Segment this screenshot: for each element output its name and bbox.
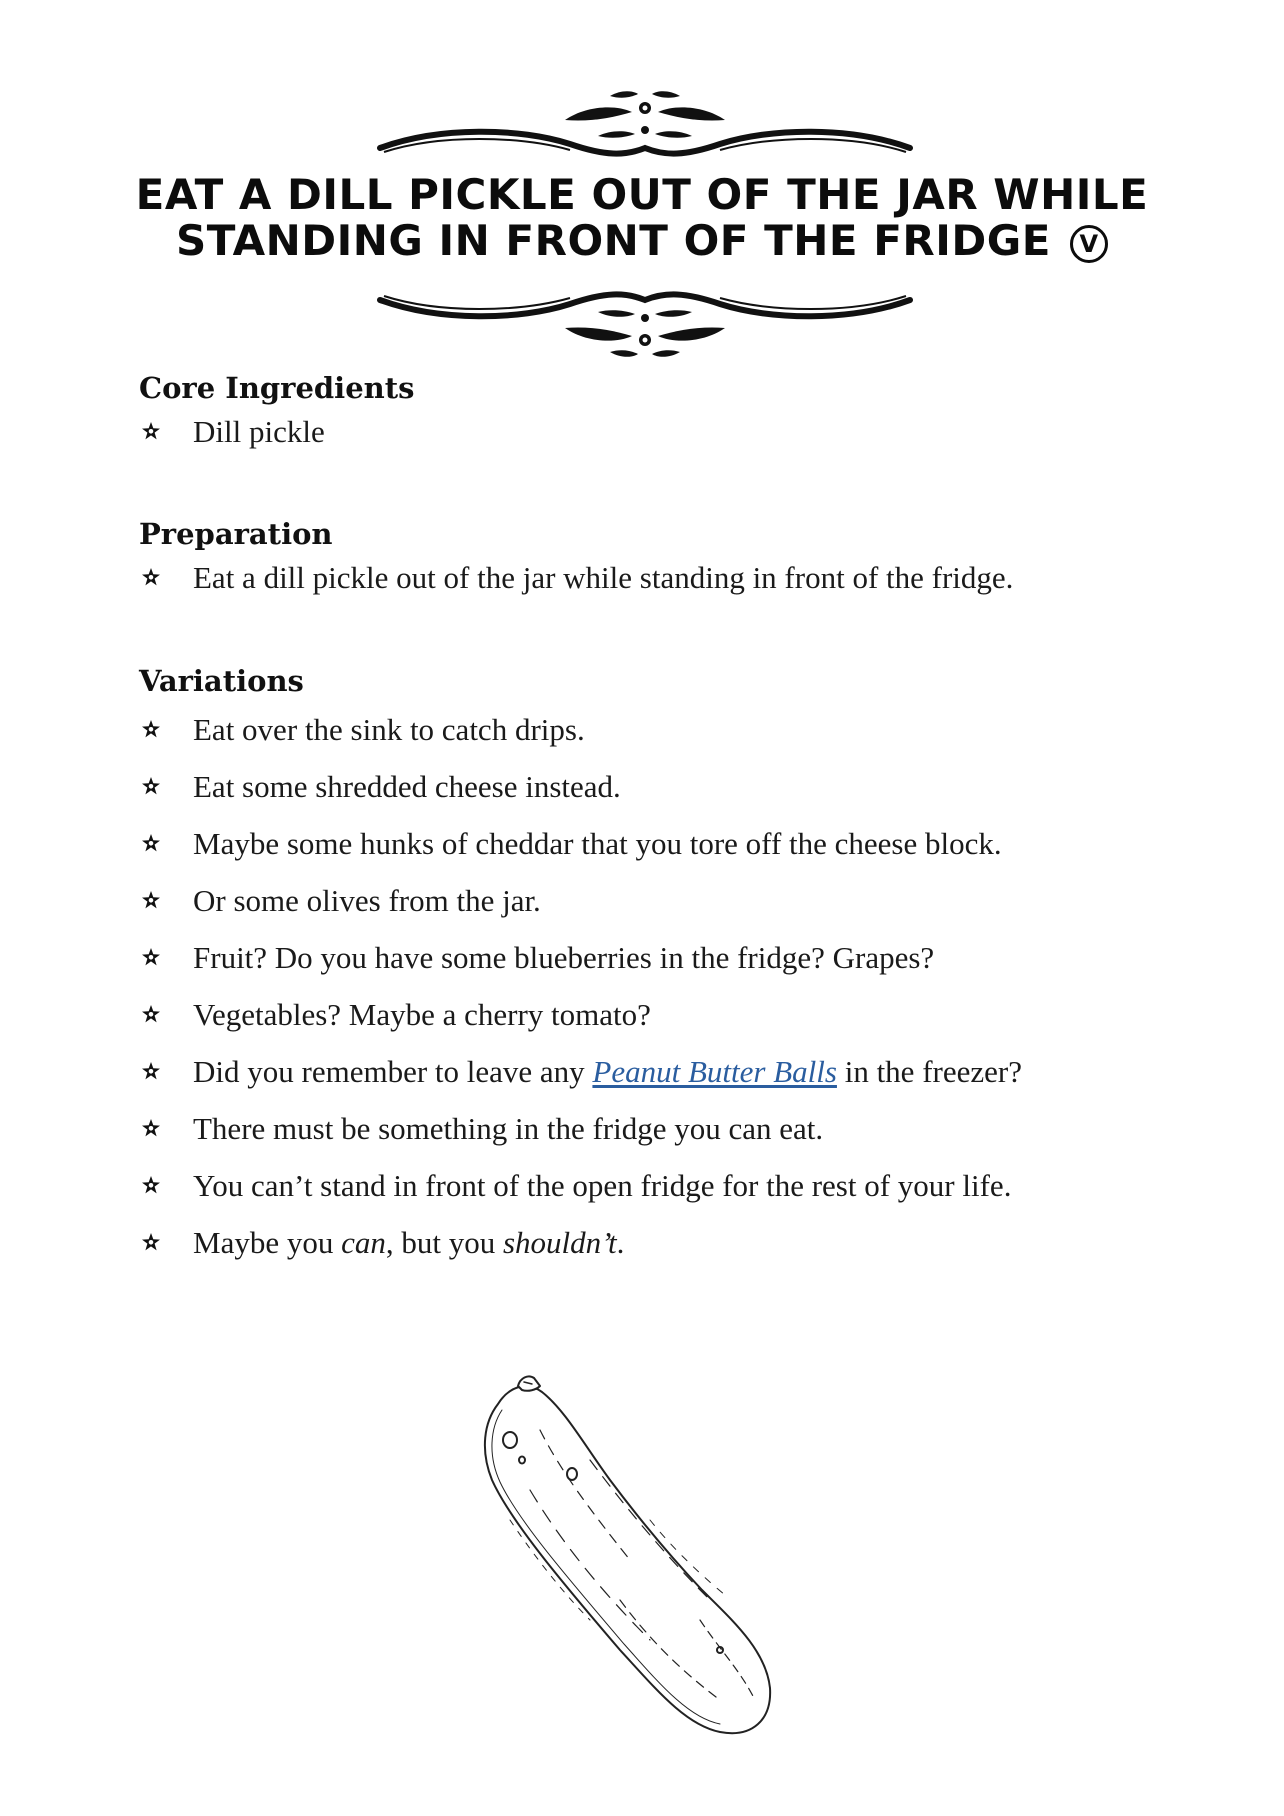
bottom-flourish-ornament	[370, 262, 920, 362]
vegetarian-badge-icon: V	[1070, 225, 1108, 263]
list-item	[139, 554, 1169, 602]
variations-heading: Variations	[139, 664, 304, 698]
pinwheel-star-icon	[141, 776, 161, 796]
ingredients-list	[139, 408, 1169, 456]
preparation-text: Eat a dill pickle out of the jar while standing in front of the fridge.	[193, 560, 1014, 595]
pinwheel-star-icon	[141, 947, 161, 967]
ingredients-heading: Core Ingredients	[139, 371, 415, 405]
title-line-1: EAT A DILL PICKLE OUT OF THE JAR WHILE	[135, 170, 1149, 219]
variation-text-before: Did you remember to leave any	[193, 1054, 593, 1089]
pinwheel-star-icon	[141, 1004, 161, 1024]
list-item	[139, 408, 1169, 456]
list-item	[139, 986, 1169, 1043]
list-item	[139, 701, 1169, 758]
pinwheel-star-icon	[141, 567, 161, 587]
variation-text-after: in the freezer?	[836, 1054, 1022, 1089]
variation-text: Or some olives from the jar.	[193, 883, 541, 918]
variation-text: You can’t stand in front of the open fridge for the rest of your life.	[193, 1168, 1012, 1203]
title-line-2-text: STANDING IN FRONT OF THE FRIDGE	[175, 216, 1051, 265]
pinwheel-star-icon	[141, 1175, 161, 1195]
pinwheel-star-icon	[141, 719, 161, 739]
pinwheel-star-icon	[141, 890, 161, 910]
list-item	[139, 1214, 1169, 1271]
variation-text: Maybe some hunks of cheddar that you tore off the cheese block.	[193, 826, 1002, 861]
pickle-illustration	[470, 1370, 850, 1750]
preparation-heading: Preparation	[139, 517, 333, 551]
preparation-section	[139, 514, 1169, 602]
pinwheel-star-icon	[141, 421, 161, 441]
emphasis-shouldnt: shouldn’t	[502, 1225, 617, 1260]
list-item	[139, 758, 1169, 815]
variation-text-before: Maybe you	[193, 1225, 342, 1260]
title-line-2	[0, 218, 1284, 264]
pinwheel-star-icon	[141, 1118, 161, 1138]
ingredient-text: Dill pickle	[193, 414, 325, 449]
variations-section	[139, 661, 1169, 1271]
peanut-butter-balls-link[interactable]: Peanut Butter Balls	[592, 1054, 837, 1089]
pinwheel-star-icon	[141, 1232, 161, 1252]
variation-text: There must be something in the fridge you can eat.	[193, 1111, 824, 1146]
list-item	[139, 1043, 1169, 1100]
list-item	[139, 1157, 1169, 1214]
variation-text-after: .	[616, 1225, 625, 1260]
variations-list	[139, 701, 1169, 1271]
variation-text: Vegetables? Maybe a cherry tomato?	[193, 997, 651, 1032]
variation-text-middle: , but you	[385, 1225, 503, 1260]
preparation-list	[139, 554, 1169, 602]
pinwheel-star-icon	[141, 1061, 161, 1081]
list-item	[139, 815, 1169, 872]
list-item	[139, 872, 1169, 929]
pinwheel-star-icon	[141, 833, 161, 853]
ingredients-section	[139, 368, 1169, 456]
variation-text: Eat over the sink to catch drips.	[193, 712, 585, 747]
variation-text: Fruit? Do you have some blueberries in the fridge? Grapes?	[193, 940, 935, 975]
recipe-title	[0, 172, 1284, 264]
emphasis-can: can	[341, 1225, 386, 1260]
list-item	[139, 1100, 1169, 1157]
variation-text: Eat some shredded cheese instead.	[193, 769, 621, 804]
list-item	[139, 929, 1169, 986]
